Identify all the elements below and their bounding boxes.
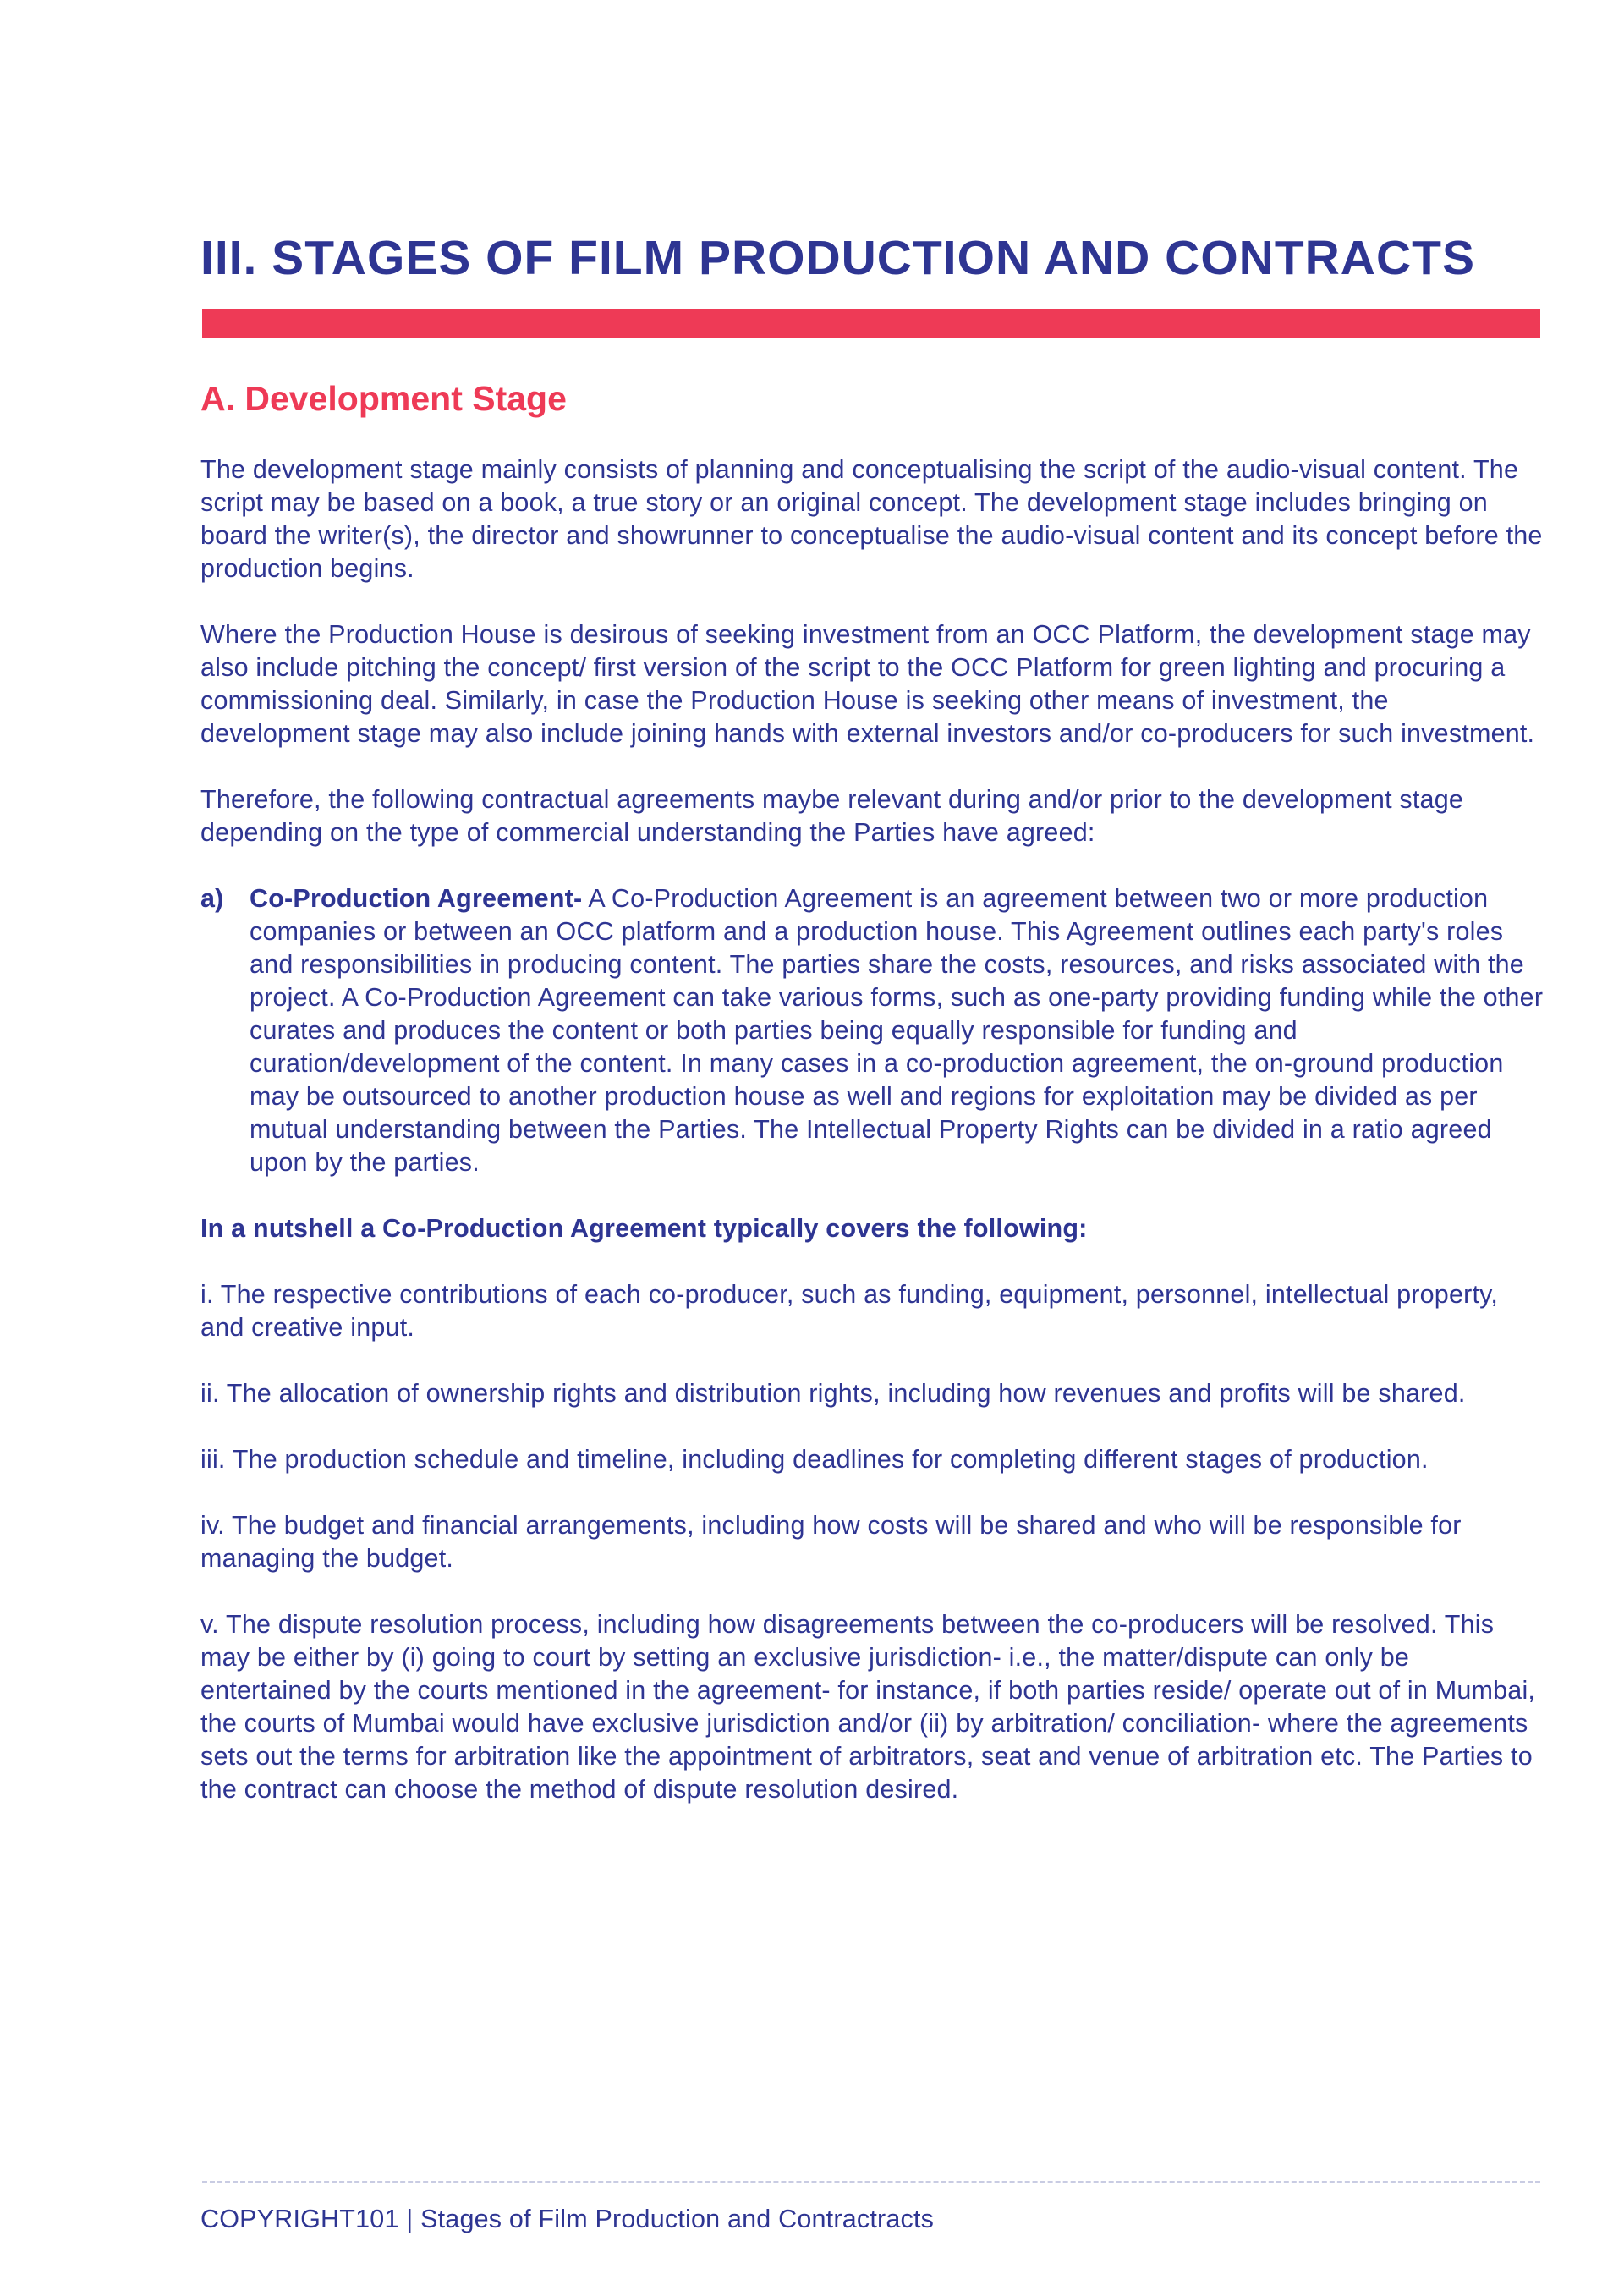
agreement-term: Co-Production Agreement-: [250, 884, 583, 913]
agreement-text: A Co-Production Agreement is an agreement between two or more production companies or between an OCC platform and a production house. This Agreement outlines each party's roles and responsibilities in producing content. The parties share the costs, resources, and risks associated with the project. A Co-Production Agreement can take various forms, such as one-party providing funding while the other curates and produces the content or both parties being equally responsible for funding and curation/development of the content. In many cases in a co-production agreement, the on-ground production may be outsourced to another production house as well and regions for exploitation may be divided as per mutual understanding between the Parties. The Intellectual Property Rights can be divided in a ratio agreed upon by the parties.: [250, 884, 1544, 1177]
paragraph: Therefore, the following contractual agreements maybe relevant during and/or prior to the development stage depending on the type of commercial understanding the Parties have agreed:: [200, 785, 1464, 847]
list-marker: a): [200, 884, 224, 913]
agreement-item: [200, 882, 1545, 1179]
list-item: iv. The budget and financial arrangements, including how costs will be shared and who will be responsible for managing the budget.: [200, 1511, 1462, 1573]
list-item: iii. The production schedule and timeline, including deadlines for completing different stages of production.: [200, 1445, 1429, 1474]
agreement-body: [250, 882, 1545, 1179]
page-title: III. STAGES OF FILM PRODUCTION AND CONTRACTS: [200, 231, 1475, 285]
title-divider-bar: [202, 309, 1540, 338]
list-item: ii. The allocation of ownership rights and distribution rights, including how revenues and profits will be shared.: [200, 1379, 1466, 1408]
list-item: v. The dispute resolution process, including how disagreements between the co-producers will be resolved. This may be either by (i) going to court by setting an exclusive jurisdiction- i.e., the matter/dispute can only be entertained by the courts mentioned in the agreement- for instance, if both parties reside/ operate out of in Mumbai, the courts of Mumbai would have exclusive jurisdiction and/or (ii) by arbitration/ conciliation- where the agreements sets out the terms for arbitration like the appointment of arbitrators, seat and venue of arbitration etc. The Parties to the contract can choose the method of dispute resolution desired.: [200, 1610, 1536, 1804]
paragraph: The development stage mainly consists of planning and conceptualising the script of the audio-visual content. The script may be based on a book, a true story or an original concept. The development stage includes bringing on board the writer(s), the director and showrunner to conceptualise the audio-visual content and its concept before the production begins.: [200, 455, 1543, 583]
footer-text: COPYRIGHT101 | Stages of Film Production and Contractracts: [200, 2205, 935, 2233]
section-heading: A. Development Stage: [200, 379, 567, 418]
nutshell-heading: In a nutshell a Co-Production Agreement typically covers the following:: [200, 1214, 1088, 1243]
paragraph: Where the Production House is desirous of seeking investment from an OCC Platform, the development stage may also include pitching the concept/ first version of the script to the OCC Platform for green lighting and procuring a commissioning deal. Similarly, in case the Production House is seeking other means of investment, the development stage may also include joining hands with external investors and/or co-producers for such investment.: [200, 620, 1535, 748]
list-item: i. The respective contributions of each co-producer, such as funding, equipment, personnel, intellectual property, and creative input.: [200, 1280, 1498, 1342]
body-content: [200, 453, 1545, 1839]
footer-divider: [202, 2181, 1540, 2183]
